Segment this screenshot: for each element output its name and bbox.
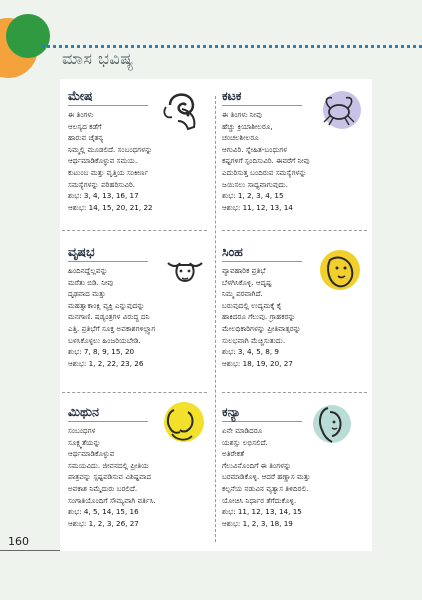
text-line: ಸಮಸ್ಯೆಗಳನ್ನು ಪರಿಹರಿಸುವಿರಿ. [68, 179, 136, 189]
title-underline [222, 261, 302, 262]
text-line: ವ್ಯಾವಹಾರಿಕ ಪ್ರತಿಭೆ [222, 266, 266, 275]
text-line: ಎತ್ತಿ. ಪ್ರತಿಭೆಗೆ ಸೂಕ್ತ ಅವಕಾಶಗಳಿಲ್ಲ್ವಾಗ [68, 323, 156, 333]
title-underline [222, 105, 302, 106]
sign-name: ಕಟಕ [222, 88, 242, 103]
text-line: ಮರೆತು ಬಿಡಿ. ನೀವು [68, 277, 114, 287]
bull-icon [162, 245, 208, 291]
text-line: ಸೂಕ್ಷ್ಮತೆಯನ್ನು [68, 437, 101, 447]
text-line: ಹಿಂದಿನದ್ದೆಲ್ಲವನ್ನು [68, 266, 108, 275]
text-line: ಕಲ್ಪನೆಯ ನಡುವಿನ ವ್ಯತ್ಯಾಸ ತಿಳಿದಿರಲಿ. [222, 483, 309, 493]
text-line: ಪಾತ್ರವನ್ನು ಸ್ಪಷ್ಟಪಡಿಸುವ ವಿಶಿಷ್ಟವಾದ [68, 472, 152, 482]
text-line: ಸಂಬಂಧಗಳ [68, 426, 96, 435]
maiden-icon [310, 400, 356, 446]
lucky-numbers: ಶುಭ: 4, 5, 14, 15, 16 [68, 507, 139, 517]
title-underline [68, 105, 148, 106]
caution-dates: ಆಶುಭ: 1, 2, 22, 23, 26 [68, 358, 144, 368]
caution-dates: ಆಶುಭ: 1, 2, 3, 18, 19 [222, 518, 293, 528]
sign-name: ಮೇಷ [68, 88, 93, 103]
text-line: ಹೆಚ್ಚು ಕ್ರಿಯಾಶೀಲರೂ, [222, 121, 273, 131]
text-line: ಬರುವುದಲ್ಲಿ ಉದ್ಯಮಕ್ಕೆ ಕೈ [222, 300, 282, 310]
text-line: ಯಶಸ್ಸು ಲಭಿಸಲಿದೆ. [222, 437, 268, 447]
text-line: ಬೆಳಗಿಸಿಕೊಳ್ಳಿ. ಆದೃಷ್ಟ [222, 277, 272, 287]
sign-name: ಮಿಥುನ [68, 404, 99, 419]
ram-icon [160, 87, 206, 133]
couple-icon [158, 400, 204, 446]
text-line: ಸಂಗಾತಿಯೊಂದಿಗೆ ಸೌಮ್ಯವಾಗಿ ವರ್ತಿಸಿ. [68, 495, 156, 505]
text-line: ದೃಢವಾದ ಮತ್ತು [68, 289, 106, 299]
text-line: ಆರ್ಥಮಾಡಿಕೊಳ್ಳುವ ಸಮಯ. [68, 156, 138, 166]
header-dotted-rule [42, 45, 422, 48]
caution-dates: ಆಶುಭ: 11, 12, 13, 14 [222, 202, 293, 212]
text-line: ಬಳಸಿಕೊಳ್ಳಲು ಹಿಂಜರಿಯಬೇಡಿ. [68, 335, 141, 345]
text-line: ಹಾಕಿದರೂ ಗೆಲುವು. ಗ್ರಾಹಕರನ್ನು [222, 312, 296, 322]
text-line: ಗೆಲುವಿನೊಂದಿಗೆ ಈ ತಿಂಗಳನ್ನು [222, 460, 292, 470]
text-line: ಜಯಿಸಲು ಸಾಧ್ಯವಾಗುವುದು. [222, 179, 288, 189]
lucky-numbers: ಶುಭ: 3, 4, 13, 16, 17 [68, 191, 139, 201]
text-line: ಚಂಚಲಶೀಲರೂ [222, 133, 259, 143]
text-line: ಹಾರುವ ಚೈತನ್ಯ [68, 133, 104, 143]
page-number: 160 [8, 535, 29, 548]
lucky-numbers: ಶುಭ: 3, 4, 5, 8, 9 [222, 347, 279, 357]
caution-dates: ಆಶುಭ: 14, 15, 20, 21, 22 [68, 202, 153, 212]
lucky-numbers: ಶುಭ: 7, 8, 9, 15, 20 [68, 347, 135, 357]
lion-icon [318, 248, 364, 294]
text-line: ಆಲಸ್ಯದ ಕಡೆಗೆ [68, 121, 102, 131]
text-line: ಈ ತಿಂಗಳು ನೀವು [222, 110, 262, 119]
row-divider [222, 392, 367, 393]
crab-icon [316, 88, 362, 134]
corner-decoration-green [6, 14, 50, 58]
caution-dates: ಆಶುಭ: 18, 19, 20, 27 [222, 358, 293, 368]
text-line: ಅವಕಾಶ ನಿಮ್ಮೆದುರು ಬರಲಿದೆ. [68, 483, 138, 493]
sign-name: ಕನ್ಯಾ [222, 404, 241, 419]
text-line: ಮೇಲಧಿಕಾರಿಗಳನ್ನು ಪ್ರೀತಿವಾತ್ಸರನ್ನು [222, 323, 301, 333]
caution-dates: ಆಶುಭ: 1, 2, 3, 26, 27 [68, 518, 139, 528]
title-underline [222, 421, 302, 422]
text-line: ನಿಮ್ಮಲ್ಲಿ ಮೂಡಲಿದೆ. ಸಂಬಂಧಗಳನ್ನು [68, 144, 153, 154]
row-divider [62, 230, 207, 231]
sign-name: ಸಿಂಹ [222, 244, 243, 259]
text-line: ಕಷ್ಟಗಳಿಗೆ ಸ್ಪಂದಿಸುವಿರಿ. ಈವರೆಗೆ ನೀವು [222, 156, 310, 166]
page-number-rule [0, 550, 60, 551]
text-line: ಕುಟುಂಬ ಮತ್ತು ವೃತ್ತಿಯ ಸಂಕೀರ್ಣ [68, 167, 149, 177]
text-line: ನಿಮ್ಮ ಪರವಾಗಿದೆ. [222, 289, 263, 299]
text-line: ಸಮಯವಿದು. ಜೀವನದಲ್ಲಿ ಪ್ರೀತಿಯ [68, 460, 149, 470]
text-line: ಅತಿರೇಕತೆ [222, 449, 245, 459]
row-divider [62, 392, 207, 393]
text-line: ಸುಲಭವಾಗಿ ಮೆಚ್ಚಿಸುತುದು. [222, 335, 286, 345]
lucky-numbers: ಶುಭ: 11, 12, 13, 14, 15 [222, 507, 302, 517]
text-line: ಈ ತಿಂಗಳು [68, 110, 94, 119]
text-line: ಮನಗಾಣಿ. ಷಡ್ಯಂತ್ರಗಳ ವಿರುದ್ಧ ದನಿ [68, 312, 150, 322]
lucky-numbers: ಶುಭ: 1, 2, 3, 4, 15 [222, 191, 284, 201]
text-line: ಎದುರಿಸುತ್ತ ಬಂದಿರುವ ಸಮಸ್ಯೆಗಳನ್ನು [222, 167, 307, 177]
page-title: ಮಾಸ ಭವಿಷ್ಯ [62, 49, 134, 68]
sign-name: ವೃಷಭ [68, 244, 95, 259]
text-line: ಆಗುವಿರಿ. ಸ್ನೇಹಿತ-ಬಂಧುಗಳ [222, 144, 288, 154]
text-line: ಬರಮಾಡಿಕೊಳ್ಳಿ. ಆದರೆ ಹಣ್ಣಾಸ ಮತ್ತು [222, 472, 311, 482]
text-line: ಯೋಚಿಸಿ ನಿರ್ಧಾರ ತೆಗೆದುಕೊಳ್ಳಿ. [222, 495, 297, 505]
text-line: ಏನೇ ಮಾಡಿದರೂ [222, 426, 263, 435]
row-divider [222, 230, 367, 231]
text-line: ಆರ್ಥಮಾಡಿಕೊಳ್ಳುವ [68, 449, 115, 459]
text-line: ಮಹತ್ವಾಕಾಂಕ್ಷಿ ವ್ಯಕ್ತಿ ಎನ್ನುವುದನ್ನು [68, 300, 145, 310]
title-underline [68, 421, 148, 422]
title-underline [68, 261, 148, 262]
